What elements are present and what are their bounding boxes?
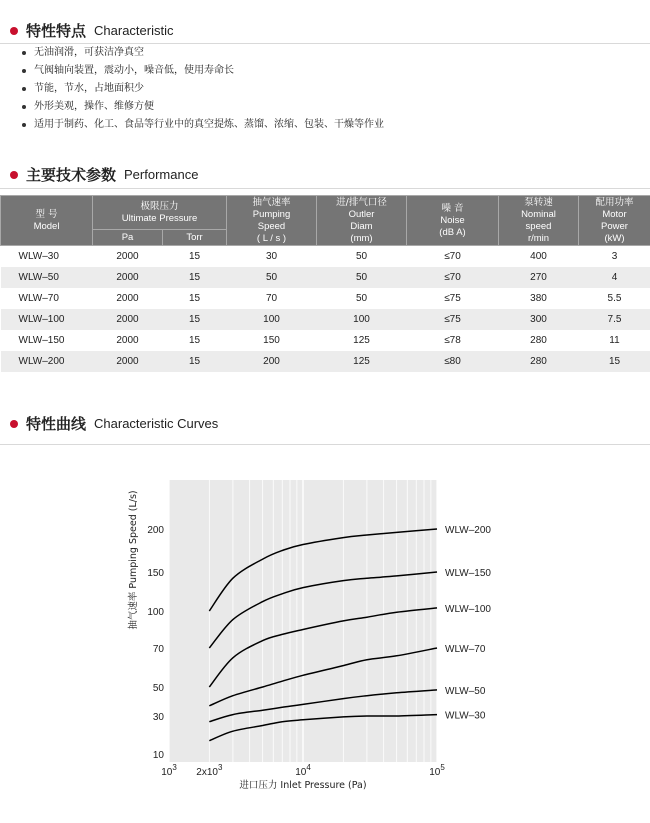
cell-rpm: 280 — [499, 330, 579, 351]
cell-torr: 15 — [163, 246, 227, 268]
x-tick-label: $10^3$ — [161, 763, 177, 778]
cell-speed: 100 — [227, 309, 317, 330]
cell-power: 11 — [579, 330, 650, 351]
cell-speed: 200 — [227, 351, 317, 372]
table-row — [1, 309, 650, 330]
divider — [0, 444, 650, 445]
cell-pa: 2000 — [93, 288, 163, 309]
bullet-icon — [22, 123, 26, 127]
cell-model: WLW–100 — [1, 309, 93, 330]
bullet-dot-icon — [10, 171, 18, 179]
y-tick-label: 30 — [152, 712, 164, 723]
header-nominal-speed: 泵转速 Nominal speed r/min — [499, 196, 579, 246]
cell-pa: 2000 — [93, 309, 163, 330]
feature-item: 无油润滑，可获洁净真空 — [22, 44, 384, 62]
y-axis-label: 抽气速率 Pumping Speed (L/s) — [128, 490, 139, 630]
performance-heading — [10, 164, 198, 185]
y-tick-label: 200 — [147, 525, 164, 536]
feature-item: 适用于制药、化工、食品等行业中的真空提炼、蒸馏、浓缩、包装、干燥等作业 — [22, 116, 384, 134]
cell-diam: 100 — [317, 309, 407, 330]
characteristic-title-cn: 特性特点 — [26, 22, 87, 40]
characteristic-heading — [10, 20, 173, 41]
divider — [0, 188, 650, 189]
cell-noise: ≤75 — [407, 288, 499, 309]
cell-speed: 50 — [227, 267, 317, 288]
cell-noise: ≤78 — [407, 330, 499, 351]
cell-speed: 150 — [227, 330, 317, 351]
cell-torr: 15 — [163, 267, 227, 288]
bullet-icon — [22, 87, 26, 91]
feature-item: 外形美观，操作、维修方便 — [22, 98, 384, 116]
cell-diam: 50 — [317, 246, 407, 268]
cell-torr: 15 — [163, 330, 227, 351]
cell-noise: ≤70 — [407, 246, 499, 268]
table-row — [1, 288, 650, 309]
cell-rpm: 400 — [499, 246, 579, 268]
x-tick-label: $10^5$ — [429, 763, 445, 778]
cell-model: WLW–30 — [1, 246, 93, 268]
characteristic-curves-chart — [0, 450, 650, 823]
series-label: WLW–200 — [445, 525, 491, 536]
cell-model: WLW–50 — [1, 267, 93, 288]
feature-item: 气阀轴向装置，震动小，噪音低，使用寿命长 — [22, 62, 384, 80]
y-tick-label: 150 — [147, 568, 164, 579]
header-pa: Pa — [93, 230, 163, 246]
cell-diam: 125 — [317, 330, 407, 351]
cell-model: WLW–200 — [1, 351, 93, 372]
feature-list — [22, 44, 384, 134]
header-motor-power: 配用功率 Motor Power (kW) — [579, 196, 650, 246]
cell-model: WLW–150 — [1, 330, 93, 351]
curves-title-en: Characteristic Curves — [94, 416, 219, 431]
cell-rpm: 280 — [499, 351, 579, 372]
header-model: 型 号 Model — [1, 196, 93, 246]
bullet-icon — [22, 105, 26, 109]
feature-item: 节能，节水，占地面积少 — [22, 80, 384, 98]
table-row — [1, 351, 650, 372]
cell-rpm: 300 — [499, 309, 579, 330]
series-label: WLW–70 — [445, 644, 486, 655]
cell-power: 5.5 — [579, 288, 650, 309]
cell-power: 15 — [579, 351, 650, 372]
cell-power: 3 — [579, 246, 650, 268]
table-row — [1, 246, 650, 268]
series-label: WLW–50 — [445, 685, 486, 697]
performance-title-cn: 主要技术参数 — [26, 166, 117, 184]
header-torr: Torr — [163, 230, 227, 246]
cell-torr: 15 — [163, 309, 227, 330]
curves-title-cn: 特性曲线 — [26, 415, 87, 433]
series-label: WLW–150 — [445, 568, 491, 579]
y-tick-label: 10 — [152, 750, 164, 761]
cell-rpm: 380 — [499, 288, 579, 309]
series-label: WLW–100 — [445, 603, 491, 615]
cell-diam: 50 — [317, 267, 407, 288]
x-tick-label: $10^4$ — [295, 763, 311, 778]
bullet-icon — [22, 69, 26, 73]
cell-diam: 50 — [317, 288, 407, 309]
bullet-dot-icon — [10, 27, 18, 35]
cell-diam: 125 — [317, 351, 407, 372]
series-label: WLW–30 — [445, 710, 486, 722]
cell-speed: 70 — [227, 288, 317, 309]
y-tick-label: 70 — [152, 644, 164, 655]
characteristic-title-en: Characteristic — [94, 23, 174, 38]
cell-torr: 15 — [163, 351, 227, 372]
cell-noise: ≤80 — [407, 351, 499, 372]
cell-noise: ≤75 — [407, 309, 499, 330]
y-tick-label: 100 — [147, 607, 164, 618]
cell-rpm: 270 — [499, 267, 579, 288]
cell-pa: 2000 — [93, 330, 163, 351]
bullet-dot-icon — [10, 420, 18, 428]
header-pumping-speed: 抽气速率 Pumping Speed ( L / s ) — [227, 196, 317, 246]
table-row — [1, 267, 650, 288]
performance-title-en: Performance — [124, 167, 199, 182]
header-noise: 噪 音 Noise (dB A) — [407, 196, 499, 246]
cell-power: 7.5 — [579, 309, 650, 330]
cell-pa: 2000 — [93, 246, 163, 268]
curves-heading — [10, 413, 218, 434]
table-row — [1, 330, 650, 351]
cell-pa: 2000 — [93, 351, 163, 372]
cell-torr: 15 — [163, 288, 227, 309]
header-ultimate-pressure: 极限压力 Ultimate Pressure — [93, 196, 227, 230]
cell-power: 4 — [579, 267, 650, 288]
x-tick-label: $2x10^3$ — [196, 763, 223, 778]
cell-speed: 30 — [227, 246, 317, 268]
cell-model: WLW–70 — [1, 288, 93, 309]
header-outlet-diam: 进/排气口径 Outler Diam (mm) — [317, 196, 407, 246]
x-axis-label: 进口压力 Inlet Pressure (Pa) — [239, 780, 367, 791]
bullet-icon — [22, 51, 26, 55]
performance-table — [0, 195, 650, 372]
cell-noise: ≤70 — [407, 267, 499, 288]
cell-pa: 2000 — [93, 267, 163, 288]
y-tick-label: 50 — [152, 683, 164, 694]
